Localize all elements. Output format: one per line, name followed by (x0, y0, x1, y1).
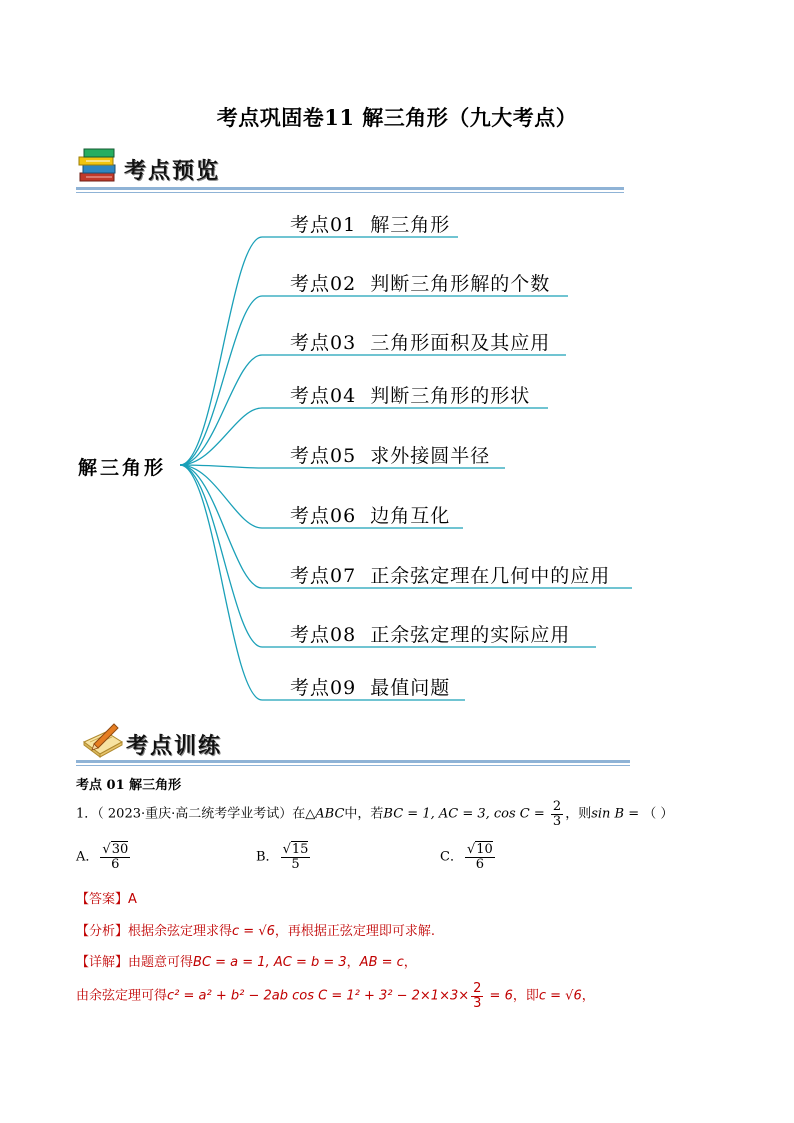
training-rule-thin (76, 765, 630, 766)
option-label: C． (440, 849, 463, 865)
mindmap-branch-05 (288, 441, 490, 468)
branch-label: 三角形面积及其应用 (370, 332, 551, 354)
branch-number: 考点06 (290, 505, 357, 527)
option-fraction (100, 843, 130, 871)
branch-label: 正余弦定理的实际应用 (370, 624, 571, 646)
answer-value: A (128, 892, 137, 907)
option-b[interactable] (256, 843, 312, 871)
detail-line2-pre: 由余弦定理可得 (76, 988, 168, 1004)
detail-line2-expr-end: = 6 (485, 988, 513, 1004)
detail-line2-result: c = √6 (538, 988, 582, 1004)
branch-number: 考点02 (290, 273, 357, 295)
mindmap-branch-03 (288, 328, 550, 355)
option-fraction (281, 843, 311, 871)
training-heading: 考点训练 (126, 734, 223, 759)
fraction-numerator: 2 (552, 799, 562, 814)
question-triangle: △ABC (305, 806, 345, 822)
option-denominator: 5 (291, 856, 300, 872)
detail-line1-expr2: AB = c (359, 955, 404, 970)
mindmap-branch-01 (288, 210, 450, 237)
branch-number: 考点01 (290, 214, 357, 236)
radicand: 10 (476, 842, 493, 857)
option-numerator: √30 (102, 842, 129, 857)
option-a[interactable] (76, 843, 132, 871)
topic-subheading: 考点 01 解三角形 (76, 778, 182, 793)
branch-label: 最值问题 (370, 677, 451, 699)
branch-label: 求外接圆半径 (370, 445, 491, 467)
notebook-pencil-icon (80, 720, 126, 760)
training-rule-thick (76, 760, 630, 763)
branch-number: 考点07 (290, 565, 357, 587)
detail-line-1 (76, 951, 417, 970)
branch-label: 判断三角形的形状 (370, 385, 531, 407)
document-title: 考点巩固卷11 解三角形（九大考点） (216, 105, 578, 130)
branch-number: 考点03 (290, 332, 357, 354)
detail-line1-pre: 由题意可得 (128, 955, 194, 970)
analysis-tag: 【分析】 (76, 924, 129, 939)
question-prefix: 1．（ 2023·重庆·高二统考学业考试）在 (76, 806, 306, 822)
fraction-denominator: 3 (473, 995, 482, 1011)
overview-heading: 考点预览 (124, 159, 221, 184)
option-c[interactable] (440, 843, 497, 871)
detail-line2-mid: ，即 (512, 988, 539, 1004)
detail-line-2 (76, 982, 595, 1010)
branch-number: 考点05 (290, 445, 357, 467)
question-condition: BC = 1, AC = 3, cos C = (383, 806, 549, 822)
branch-number: 考点08 (290, 624, 357, 646)
branch-number: 考点04 (290, 385, 357, 407)
mindmap-branch-04 (288, 381, 530, 408)
detail-line1-end: ， (403, 955, 417, 970)
mindmap-root-label: 解三角形 (78, 457, 167, 479)
mindmap-branch-06 (288, 501, 450, 528)
answer-tag: 【答案】 (76, 892, 129, 907)
detail-line2-expr: c² = a² + b² − 2ab cos C = 1² + 3² − 2×1×3× (167, 988, 470, 1004)
branch-label: 边角互化 (370, 505, 451, 527)
option-fraction (465, 843, 495, 871)
detail-line1-expr: BC = a = 1, AC = b = 3 (193, 955, 347, 970)
option-numerator: √10 (466, 842, 493, 857)
fraction-numerator: 2 (473, 981, 482, 996)
option-numerator: √15 (282, 842, 309, 857)
question-ask: ，则 (565, 806, 592, 822)
analysis-pre: 根据余弦定理求得 (128, 924, 233, 939)
fraction-denominator: 3 (552, 813, 562, 829)
analysis-line (76, 920, 435, 939)
question-answer-paren: （ ） (643, 806, 674, 822)
detail-line2-end: ， (581, 988, 595, 1004)
mindmap-branch-07 (288, 561, 610, 588)
option-label: A． (76, 849, 99, 865)
option-denominator: 6 (475, 856, 485, 872)
analysis-expr: c = √6 (232, 924, 275, 939)
branch-number: 考点09 (290, 677, 357, 699)
mindmap-branch-02 (288, 269, 550, 296)
mindmap-branch-08 (288, 620, 570, 647)
detail-line2-fraction (471, 982, 483, 1010)
question-fraction (551, 800, 563, 828)
radicand: 30 (111, 842, 129, 857)
analysis-post: ，再根据正弦定理即可求解. (274, 924, 436, 939)
branch-label: 解三角形 (370, 214, 451, 236)
detail-tag: 【详解】 (76, 955, 129, 970)
branch-label: 判断三角形解的个数 (370, 273, 551, 295)
detail-line1-sep: ， (346, 955, 360, 970)
radicand: 15 (291, 842, 309, 857)
mindmap-branch-09 (288, 673, 450, 700)
question-target: sin B = (591, 806, 644, 822)
option-label: B． (256, 849, 279, 865)
branch-label: 正余弦定理在几何中的应用 (370, 565, 611, 587)
question-mid: 中，若 (344, 806, 384, 822)
training-section-header (76, 718, 636, 762)
answer-line (76, 888, 137, 907)
question-1 (76, 800, 673, 828)
option-denominator: 6 (111, 856, 120, 872)
